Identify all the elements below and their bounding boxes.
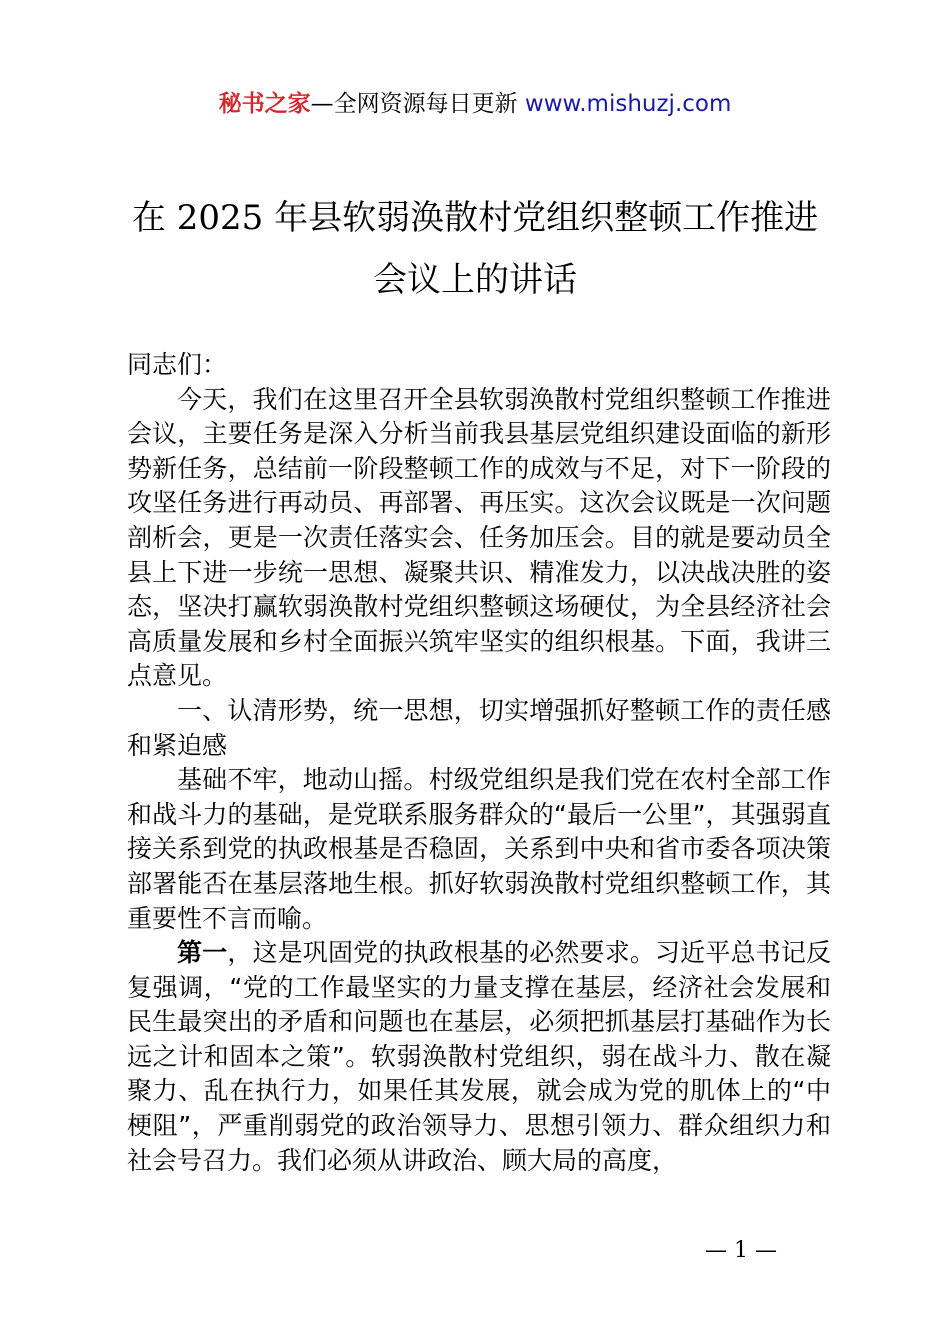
document-title <box>0 187 950 311</box>
document-title-line-2: 会议上的讲话 <box>373 260 577 300</box>
paragraph-first-point <box>127 936 831 1178</box>
site-brand: 秘书之家 <box>218 91 311 117</box>
document-body <box>127 348 831 1178</box>
section-heading-1: 一、认清形势，统一思想，切实增强抓好整顿工作的责任感和紧迫感 <box>127 695 831 760</box>
page-number: — 1 — <box>705 1238 777 1263</box>
paragraph-intro: 今天，我们在这里召开全县软弱涣散村党组织整顿工作推进会议，主要任务是深入分析当前我县基层党组织建设面临的新形势新任务，总结前一阶段整顿工作的成效与不足，对下一阶段的攻坚任务进行再动员、再部署、再压实。这次会议既是一次问题剖析会，更是一次责任落实会、任务加压会。目的就是要动员全县上下进一步统一思想、凝聚共识、精准发力，以决战决胜的姿态，坚决打赢软弱涣散村党组织整顿这场硬仗，为全县经济社会高质量发展和乡村全面振兴筑牢坚实的组织根基。下面，我讲三点意见。 <box>127 384 831 691</box>
site-url-link[interactable]: www.mishuzj.com <box>524 91 732 117</box>
salutation: 同志们： <box>127 350 228 379</box>
paragraph-foundation: 基础不牢，地动山摇。村级党组织是我们党在农村全部工作和战斗力的基础，是党联系服务群众的“最后一公里”，其强弱直接关系到党的执政根基是否稳固，关系到中央和省市委各项决策部署能否在基层落地生根。抓好软弱涣散村党组织整顿工作，其重要性不言而喻。 <box>127 765 831 933</box>
document-title-line-1: 在 2025 年县软弱涣散村党组织整顿工作推进 <box>131 198 819 238</box>
paragraph-first-point-text: ，这是巩固党的执政根基的必然要求。习近平总书记反复强调，“党的工作最坚实的力量支撑在基层，经济社会发展和民生最突出的矛盾和问题也在基层，必须把抓基层打基础作为长远之计和固本之策”。软弱涣散村党组织，弱在战斗力、散在凝聚力、乱在执行力，如果任其发展，就会成为党的肌体上的“中梗阻”，严重削弱党的政治领导力、思想引领力、群众组织力和社会号召力。我们必须从讲政治、顾大局的高度， <box>127 938 831 1175</box>
site-header <box>0 86 950 122</box>
site-tagline: —全网资源每日更新 <box>310 91 525 117</box>
paragraph-lead-word: 第一 <box>177 938 228 968</box>
